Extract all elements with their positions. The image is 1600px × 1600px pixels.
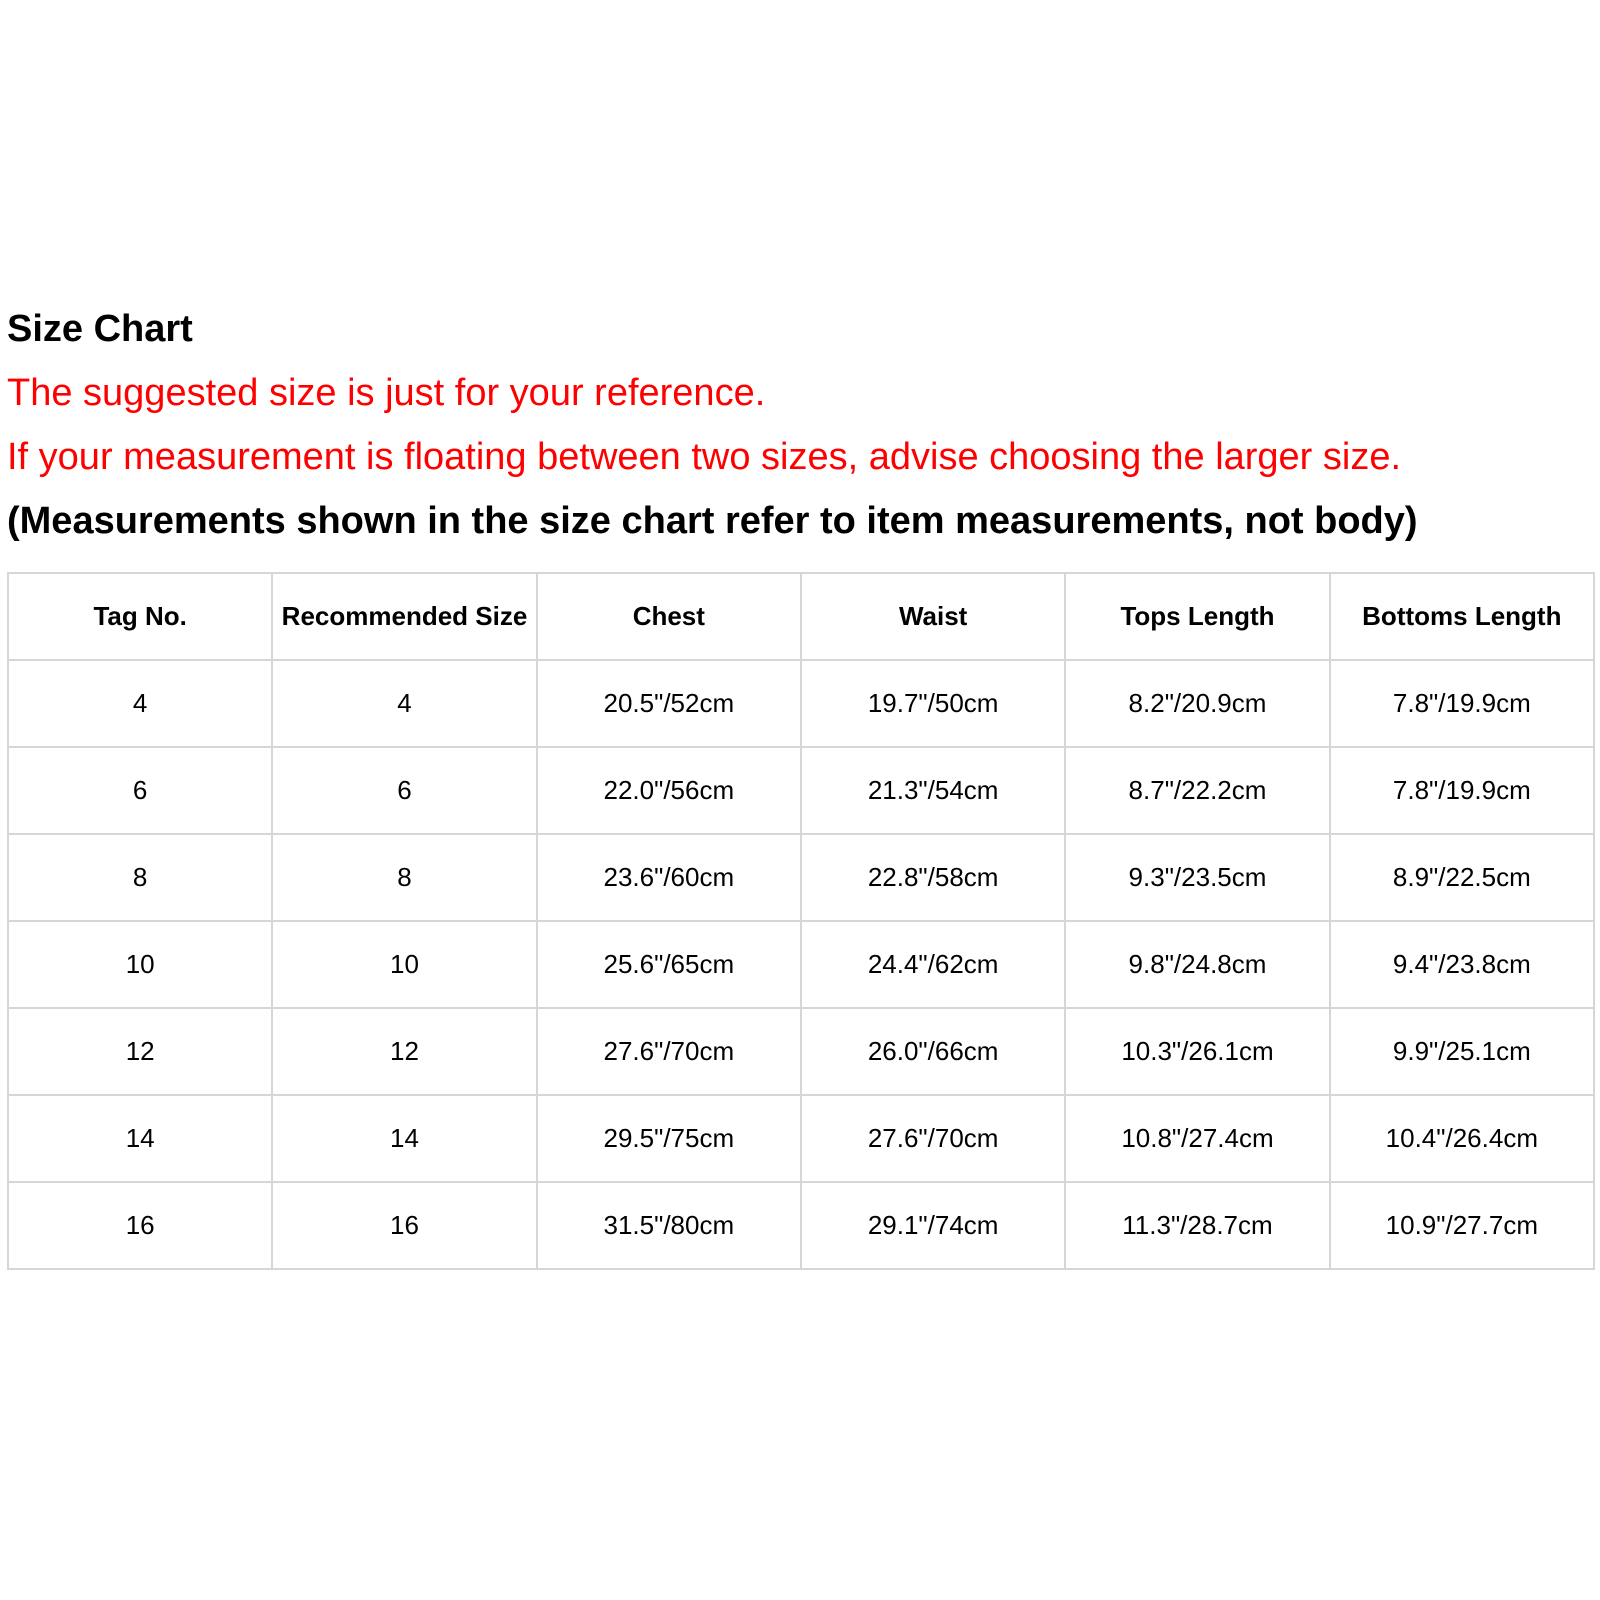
cell-chest: 31.5"/80cm [537,1182,801,1269]
cell-tag-no: 8 [8,834,272,921]
cell-chest: 25.6"/65cm [537,921,801,1008]
table-row [8,1095,1594,1182]
cell-tops-length: 9.8"/24.8cm [1065,921,1329,1008]
cell-tag-no: 14 [8,1095,272,1182]
cell-recommended-size: 14 [272,1095,536,1182]
cell-tops-length: 8.2"/20.9cm [1065,660,1329,747]
cell-chest: 27.6"/70cm [537,1008,801,1095]
cell-bottoms-length: 7.8"/19.9cm [1330,747,1594,834]
reference-note: The suggested size is just for your reference. [7,372,766,414]
cell-waist: 29.1"/74cm [801,1182,1065,1269]
cell-tops-length: 11.3"/28.7cm [1065,1182,1329,1269]
cell-waist: 26.0"/66cm [801,1008,1065,1095]
cell-bottoms-length: 8.9"/22.5cm [1330,834,1594,921]
cell-waist: 22.8"/58cm [801,834,1065,921]
cell-bottoms-length: 9.9"/25.1cm [1330,1008,1594,1095]
cell-waist: 24.4"/62cm [801,921,1065,1008]
cell-chest: 22.0"/56cm [537,747,801,834]
header-waist: Waist [801,573,1065,660]
cell-tag-no: 4 [8,660,272,747]
cell-tag-no: 6 [8,747,272,834]
size-chart-heading [7,306,1587,562]
cell-recommended-size: 8 [272,834,536,921]
cell-bottoms-length: 10.4"/26.4cm [1330,1095,1594,1182]
table-row [8,834,1594,921]
cell-tops-length: 9.3"/23.5cm [1065,834,1329,921]
cell-chest: 29.5"/75cm [537,1095,801,1182]
size-table [7,572,1595,1270]
table-row [8,1182,1594,1269]
cell-waist: 27.6"/70cm [801,1095,1065,1182]
cell-tops-length: 10.3"/26.1cm [1065,1008,1329,1095]
cell-bottoms-length: 9.4"/23.8cm [1330,921,1594,1008]
cell-recommended-size: 10 [272,921,536,1008]
table-row [8,921,1594,1008]
cell-bottoms-length: 10.9"/27.7cm [1330,1182,1594,1269]
cell-tag-no: 10 [8,921,272,1008]
cell-tag-no: 12 [8,1008,272,1095]
table-header-row [8,573,1594,660]
table-row [8,1008,1594,1095]
header-tops-length: Tops Length [1065,573,1329,660]
header-bottoms-length: Bottoms Length [1330,573,1594,660]
cell-recommended-size: 16 [272,1182,536,1269]
cell-bottoms-length: 7.8"/19.9cm [1330,660,1594,747]
header-tag-no: Tag No. [8,573,272,660]
cell-tops-length: 8.7"/22.2cm [1065,747,1329,834]
cell-chest: 20.5"/52cm [537,660,801,747]
sizing-advice-note: If your measurement is floating between two sizes, advise choosing the larger size. [7,436,1402,478]
cell-chest: 23.6"/60cm [537,834,801,921]
cell-waist: 21.3"/54cm [801,747,1065,834]
cell-recommended-size: 12 [272,1008,536,1095]
cell-recommended-size: 4 [272,660,536,747]
cell-tag-no: 16 [8,1182,272,1269]
table-row [8,747,1594,834]
page-title: Size Chart [7,308,193,350]
header-chest: Chest [537,573,801,660]
cell-recommended-size: 6 [272,747,536,834]
table-row [8,660,1594,747]
measurement-disclaimer: (Measurements shown in the size chart refer to item measurements, not body) [7,500,1418,542]
cell-waist: 19.7"/50cm [801,660,1065,747]
header-recommended-size: Recommended Size [272,573,536,660]
cell-tops-length: 10.8"/27.4cm [1065,1095,1329,1182]
